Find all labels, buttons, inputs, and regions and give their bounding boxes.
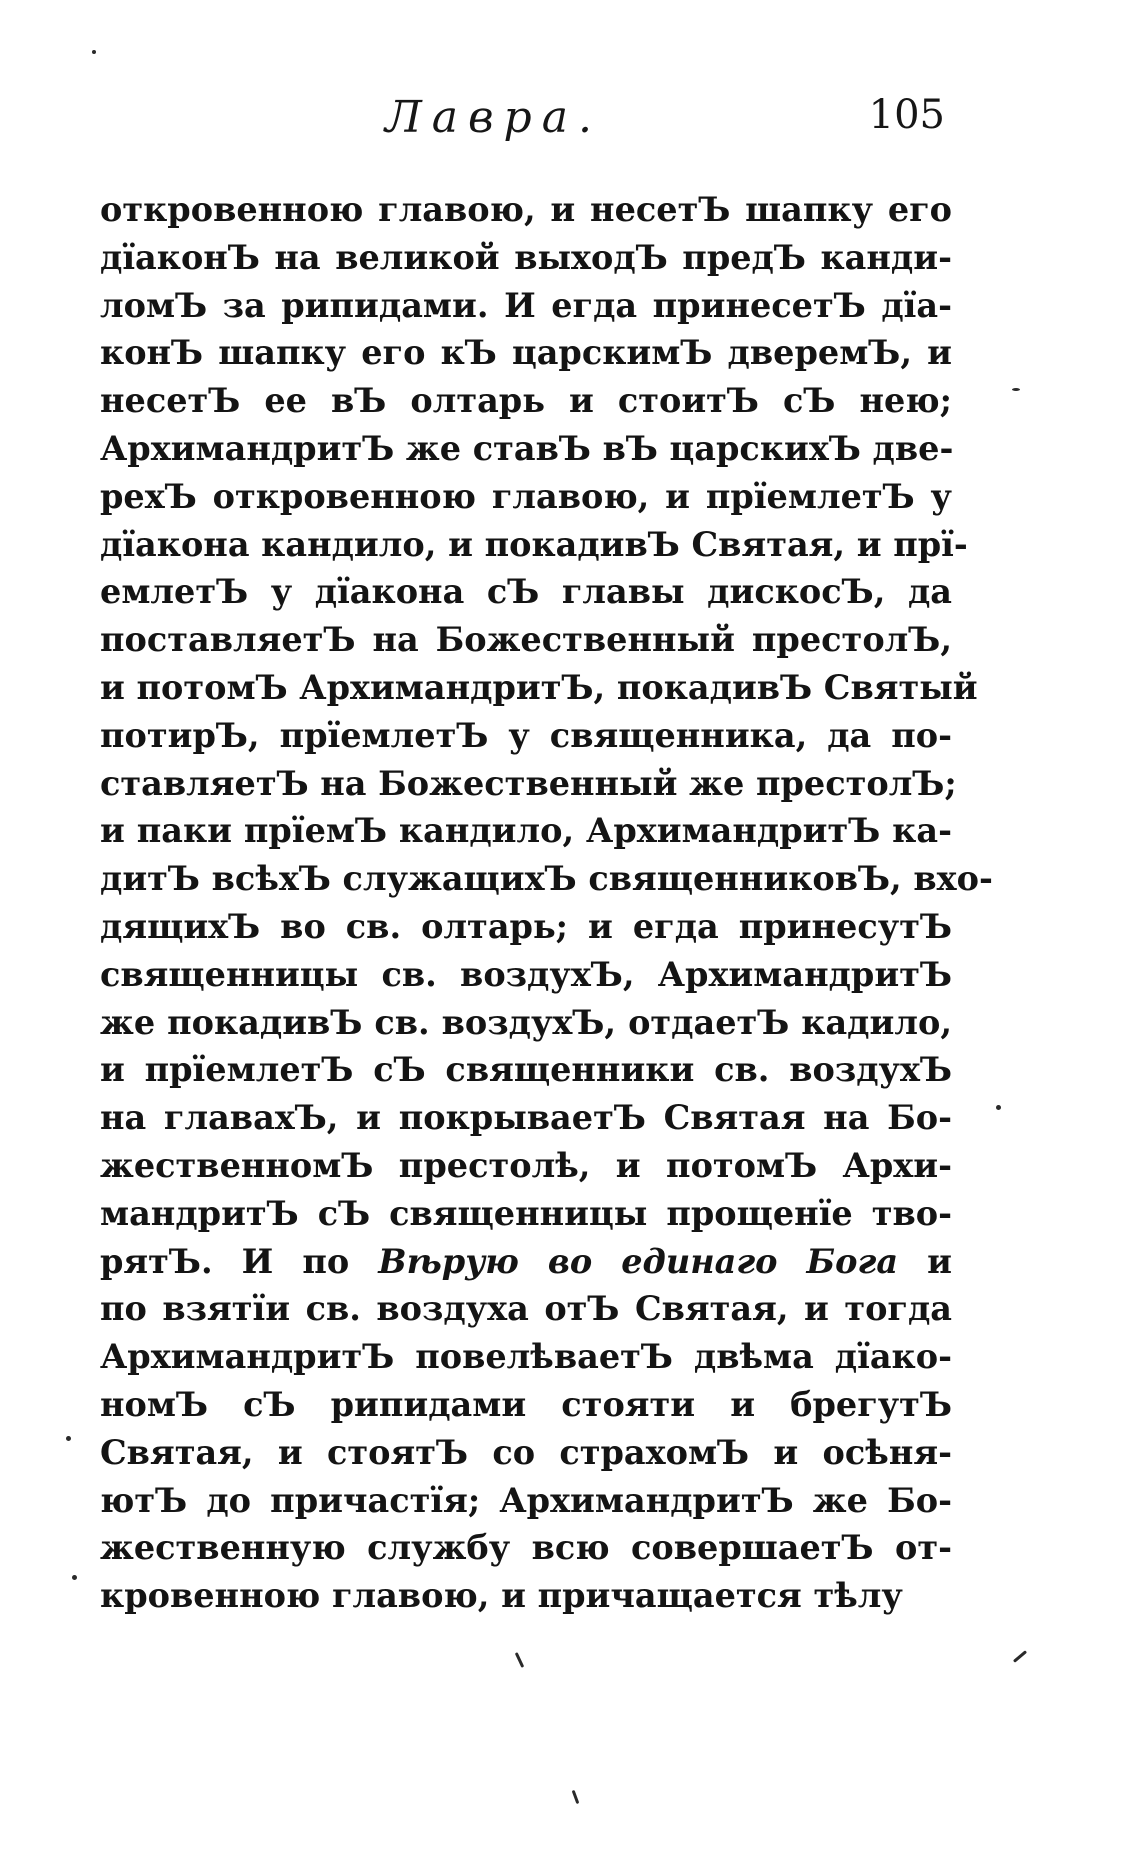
text-line: на главахЪ, и покрываетЪ Святая на Бо- (100, 1098, 952, 1138)
text-line: ломЪ за рипидами. И егда принесетЪ дїа- (100, 285, 952, 325)
print-speck (572, 1790, 580, 1804)
print-speck (515, 1652, 524, 1668)
running-title: Лавра. (385, 92, 602, 143)
print-speck (92, 50, 96, 54)
text-line: конЪ шапку его кЪ царскимЪ дверемЪ, и (100, 333, 952, 373)
text-line: же покадивЪ св. воздухЪ, отдаетЪ кадило, (100, 1002, 952, 1042)
text-line: ютЪ до причастїя; АрхимандритЪ же Бо- (100, 1480, 952, 1520)
text-segment: и (898, 1241, 952, 1281)
text-line: и потомЪ АрхимандритЪ, покадивЪ Святый (100, 667, 978, 707)
text-line: дїаконЪ на великой выходЪ предЪ канди- (100, 237, 952, 277)
page-number: 105 (868, 92, 945, 138)
text-line: ставляетЪ на Божественный же престолЪ; (100, 763, 957, 803)
text-segment: рятЪ. И по (100, 1241, 379, 1281)
text-line: жественномЪ престолѣ, и потомЪ Архи- (100, 1145, 952, 1185)
text-line: поставляетЪ на Божественный престолЪ, (100, 620, 952, 660)
text-line: мандритЪ сЪ священницы прощенїе тво- (100, 1193, 952, 1233)
text-line: дящихЪ во св. олтарь; и егда принесутЪ (100, 906, 952, 946)
print-speck (72, 1575, 77, 1580)
text-line: дитЪ всѣхЪ служащихЪ священниковЪ, вхо- (100, 859, 993, 899)
page-header (105, 92, 945, 152)
text-line: жественную службу всю совершаетЪ от- (100, 1528, 952, 1568)
italic-quotation: Вѣрую во единаго Бога (378, 1241, 899, 1281)
text-line: рехЪ откровенною главою, и прїемлетЪ у (100, 476, 952, 516)
text-line: несетЪ ее вЪ олтарь и стоитЪ сЪ нею; (100, 381, 952, 421)
text-line: и прїемлетЪ сЪ священники св. воздухЪ (100, 1050, 952, 1090)
body-text (100, 186, 993, 1620)
text-line: и паки прїемЪ кандило, АрхимандритЪ ка- (100, 811, 952, 851)
text-line: АрхимандритЪ же ставЪ вЪ царскихЪ две- (100, 428, 954, 468)
print-speck (996, 1105, 1001, 1110)
text-line: дїакона кандило, и покадивЪ Святая, и прї- (100, 524, 968, 564)
text-line: кровенною главою, и причащается тѣлу (100, 1576, 903, 1616)
text-line-with-quotation (100, 1238, 952, 1286)
print-speck (1013, 1650, 1027, 1663)
text-line: по взятїи св. воздуха отЪ Святая, и тогда (100, 1289, 952, 1329)
text-line: номЪ сЪ рипидами стояти и брегутЪ (100, 1384, 952, 1424)
text-line: потирЪ, прїемлетЪ у священника, да по- (100, 715, 952, 755)
text-line: священницы св. воздухЪ, АрхимандритЪ (100, 954, 952, 994)
print-speck (66, 1436, 71, 1441)
text-line: Святая, и стоятЪ со страхомЪ и осѣня- (100, 1432, 952, 1472)
text-line: емлетЪ у дїакона сЪ главы дискосЪ, да (100, 572, 952, 612)
text-line: откровенною главою, и несетЪ шапку его (100, 190, 952, 229)
text-line: АрхимандритЪ повелѣваетЪ двѣма дїако- (100, 1337, 952, 1377)
print-speck (1012, 388, 1020, 391)
